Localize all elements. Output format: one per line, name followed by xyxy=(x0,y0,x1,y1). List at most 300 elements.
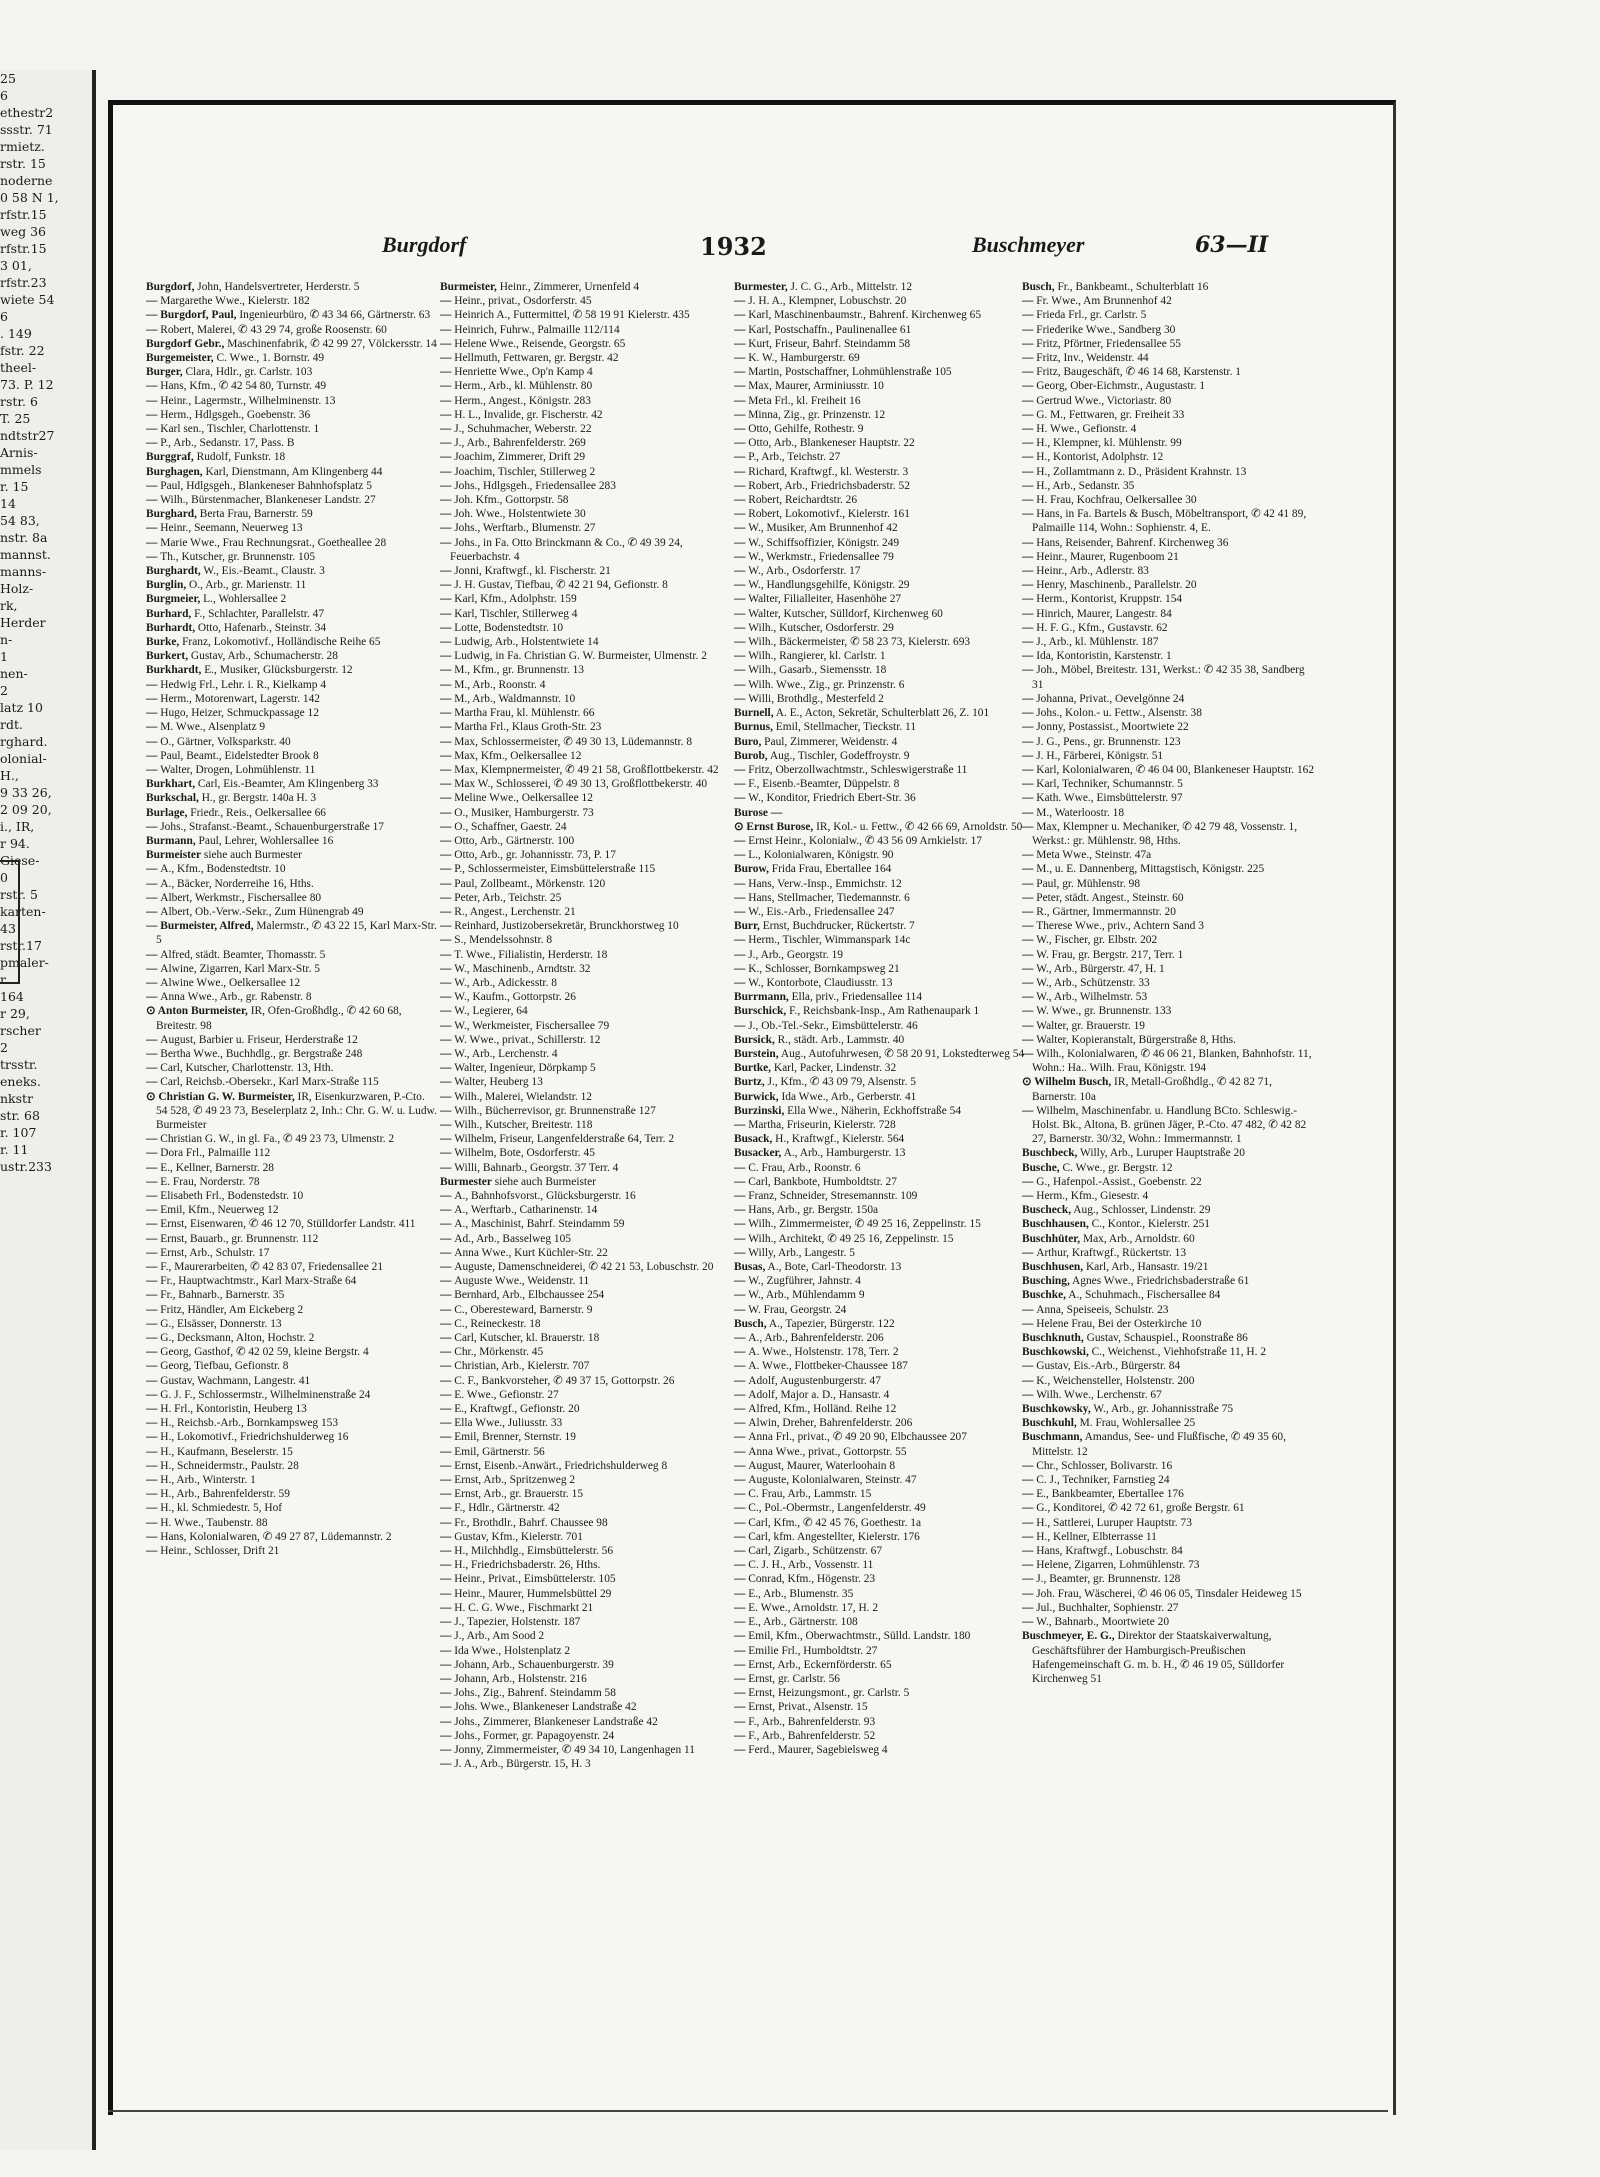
entry-surname: — xyxy=(734,934,749,947)
entry-surname: — xyxy=(146,1417,161,1430)
directory-entry xyxy=(440,1501,732,1515)
entry-details: Auguste Wwe., Weidenstr. 11 xyxy=(454,1275,590,1288)
entry-surname: — xyxy=(146,991,161,1004)
directory-entry xyxy=(734,493,1026,507)
entry-details: W., Kaufm., Gottorpstr. 26 xyxy=(454,991,576,1004)
directory-entry xyxy=(1022,791,1318,805)
directory-entry xyxy=(146,323,438,337)
entry-details: Therese Wwe., priv., Achtern Sand 3 xyxy=(1036,920,1204,933)
directory-entry xyxy=(146,1345,438,1359)
margin-fragment: rstr.17 xyxy=(0,938,42,953)
entry-surname: — xyxy=(734,1545,749,1558)
directory-entry xyxy=(440,692,732,706)
entry-details: Henriette Wwe., Op'n Kamp 4 xyxy=(454,366,593,379)
entry-surname: — xyxy=(146,749,161,762)
entry-surname: — xyxy=(146,437,161,450)
entry-details: Wilhelm, Maschinenfabr. u. Handlung BCto. Schleswig.-Holst. Bk., Altona, B. grünen Jäger, P.-Cto. 47 482, ✆ 42 82 27, Barnerstr. 30/32, Wohn.: Immermannstr. 1 xyxy=(1032,1104,1307,1146)
entry-surname: — xyxy=(734,692,749,705)
directory-entry xyxy=(734,1146,1026,1160)
entry-surname: — xyxy=(734,1246,749,1259)
entry-details: Johs. Wwe., Blankeneser Landstraße 42 xyxy=(454,1701,637,1714)
entry-surname: — xyxy=(734,550,749,563)
entry-surname: Burwick, xyxy=(734,1090,779,1103)
entry-surname: — xyxy=(1022,877,1037,890)
entry-surname: — xyxy=(734,565,749,578)
entry-details: J. G., Pens., gr. Brunnenstr. 123 xyxy=(1036,735,1181,748)
entry-details: Fr., Hauptwachtmstr., Karl Marx-Straße 64 xyxy=(160,1275,357,1288)
entry-details: Hans, in Fa. Bartels & Busch, Möbeltransport, ✆ 42 41 89, Palmaille 114, Wohn.: Sophienstr. 4, E. xyxy=(1032,508,1307,535)
entry-surname: — xyxy=(440,1062,455,1075)
entry-details: Albert, Werkmstr., Fischersallee 80 xyxy=(160,891,322,904)
entry-details: Johs., Strafanst.-Beamt., Schauenburgerstraße 17 xyxy=(160,820,385,833)
entry-surname: — xyxy=(440,536,455,549)
entry-surname: — xyxy=(734,1658,749,1671)
entry-surname: ⊙ Christian G. W. Burmeister, xyxy=(146,1090,295,1103)
directory-entry xyxy=(146,365,438,379)
directory-entry xyxy=(1022,905,1318,919)
directory-entry xyxy=(440,507,732,521)
directory-entry xyxy=(146,1402,438,1416)
entry-surname: — xyxy=(440,1218,455,1231)
directory-entry xyxy=(146,848,438,862)
directory-entry xyxy=(1022,962,1318,976)
entry-details: Ernst, Eisenb.-Anwärt., Friedrichshulderweg 8 xyxy=(454,1459,668,1472)
entry-details: Ad., Arb., Basselweg 105 xyxy=(454,1232,571,1245)
directory-entry xyxy=(734,422,1026,436)
entry-details: H., Arb., Sedanstr. 35 xyxy=(1036,479,1135,492)
entry-details: Ludwig, in Fa. Christian G. W. Burmeister, Ulmenstr. 2 xyxy=(454,650,707,663)
entry-details: Alfred, städt. Beamter, Thomasstr. 5 xyxy=(160,948,326,961)
entry-details: H. Wwe., Taubenstr. 88 xyxy=(160,1516,268,1529)
entry-surname: — xyxy=(146,1360,161,1373)
margin-fragment: 6 xyxy=(0,309,8,324)
entry-surname: Busch, xyxy=(1022,281,1055,293)
entry-surname: — xyxy=(440,1530,455,1543)
entry-surname: — xyxy=(1022,1587,1037,1600)
entry-details: Carl, Zigarb., Schützenstr. 67 xyxy=(748,1545,883,1558)
directory-entry xyxy=(440,1544,732,1558)
page-number: 63—II xyxy=(1195,232,1269,258)
directory-entry xyxy=(1022,1587,1318,1601)
entry-surname: — xyxy=(146,1246,161,1259)
directory-entry xyxy=(440,877,732,891)
entry-surname: — xyxy=(146,1332,161,1345)
margin-fragment: H., xyxy=(0,768,19,783)
entry-surname: — xyxy=(734,1459,749,1472)
entry-details: Wilh. Wwe., Zig., gr. Prinzenstr. 6 xyxy=(748,678,905,691)
entry-details: Otto, Arb., gr. Johannisstr. 73, P. 17 xyxy=(454,849,616,862)
directory-entry xyxy=(734,308,1026,322)
entry-surname: — xyxy=(734,1445,749,1458)
entry-surname: — xyxy=(440,1644,455,1657)
entry-details: Gustav, Wachmann, Langestr. 41 xyxy=(160,1374,311,1387)
entry-details: Alwine, Zigarren, Karl Marx-Str. 5 xyxy=(160,962,320,975)
directory-entry xyxy=(146,578,438,592)
entry-details: Max, Klempnermeister, ✆ 49 21 58, Großflottbekerstr. 42 xyxy=(454,763,719,776)
directory-entry xyxy=(440,1345,732,1359)
directory-entry xyxy=(734,507,1026,521)
entry-details: Max, Klempner u. Mechaniker, ✆ 42 79 48, Vossenstr. 1, Werkst.: gr. Mühlenstr. 98, Hths. xyxy=(1032,820,1298,847)
entry-surname: — xyxy=(734,607,749,620)
entry-details: A., Werftarb., Catharinenstr. 14 xyxy=(454,1204,598,1217)
directory-entry xyxy=(440,408,732,422)
entry-details: W. Frau, gr. Bergstr. 217, Terr. 1 xyxy=(1036,948,1184,961)
entry-surname: — xyxy=(1022,1388,1037,1401)
directory-entry xyxy=(734,592,1026,606)
entry-details: O., Musiker, Hamburgerstr. 73 xyxy=(454,806,594,819)
directory-entry xyxy=(440,1715,732,1729)
entry-surname: — xyxy=(734,891,749,904)
directory-entry xyxy=(734,1203,1026,1217)
entry-surname: — xyxy=(734,792,749,805)
entry-surname: — xyxy=(1022,991,1037,1004)
entry-details: Johs., Former, gr. Papagoyenstr. 24 xyxy=(454,1729,615,1742)
entry-surname: Burstein, xyxy=(734,1047,779,1060)
entry-surname: Buschhusen, xyxy=(1022,1261,1084,1274)
directory-entry xyxy=(146,479,438,493)
entry-surname: — xyxy=(1022,536,1037,549)
margin-fragment: r 94. xyxy=(0,836,30,851)
entry-details: F., Arb., Bahrenfelderstr. 52 xyxy=(748,1729,876,1742)
entry-surname: — xyxy=(734,479,749,492)
entry-details: Albert, Ob.-Verw.-Sekr., Zum Hünengrab 49 xyxy=(160,905,364,918)
entry-details: Wilh., Kutscher, Breitestr. 118 xyxy=(454,1118,593,1131)
directory-entry xyxy=(440,649,732,663)
directory-entry xyxy=(440,749,732,763)
entry-surname: — xyxy=(146,962,161,975)
directory-entry xyxy=(440,1331,732,1345)
entry-details: Herm., Hdlgsgeh., Goebenstr. 36 xyxy=(160,408,311,421)
margin-fragment: eneks. xyxy=(0,1074,41,1089)
entry-details: Chr., Mörkenstr. 45 xyxy=(454,1346,544,1359)
entry-details: Richard, Kraftwgf., kl. Westerstr. 3 xyxy=(748,465,909,478)
entry-surname: — xyxy=(734,1360,749,1373)
entry-details: W., Maschinenb., Arndtstr. 32 xyxy=(454,962,591,975)
entry-details: H., Kraftwgf., Kielerstr. 564 xyxy=(772,1133,905,1146)
margin-fragment: weg 36 xyxy=(0,224,46,239)
entry-details: Ernst, Buchdrucker, Rückertstr. 7 xyxy=(759,920,915,933)
entry-details: Willi, Bahnarb., Georgstr. 37 Terr. 4 xyxy=(454,1161,619,1174)
entry-surname: — xyxy=(146,1275,161,1288)
entry-surname: — xyxy=(734,380,749,393)
directory-entry xyxy=(1022,1345,1318,1359)
entry-surname: Buschke, xyxy=(1022,1289,1066,1302)
directory-entry xyxy=(146,337,438,351)
directory-entry xyxy=(1022,1203,1318,1217)
entry-surname: — xyxy=(734,1190,749,1202)
entry-details: Peter, städt. Angest., Steinstr. 60 xyxy=(1036,891,1184,904)
entry-details: Hans, Verw.-Insp., Emmichstr. 12 xyxy=(748,877,902,890)
entry-details: Ernst, Arb., Spritzenweg 2 xyxy=(454,1474,576,1487)
directory-entry xyxy=(440,1388,732,1402)
entry-surname: — xyxy=(1022,479,1037,492)
entry-surname: — xyxy=(146,948,161,961)
entry-surname: Buschkowski, xyxy=(1022,1346,1089,1359)
entry-surname: — xyxy=(146,1530,161,1543)
entry-details: Peter, Arb., Teichstr. 25 xyxy=(454,891,562,904)
entry-surname: ⊙ Ernst Burose, xyxy=(734,820,814,833)
entry-surname: — xyxy=(734,650,749,663)
entry-surname: — xyxy=(146,1047,161,1060)
entry-details: Gustav, Schauspiel., Roonstraße 86 xyxy=(1083,1332,1248,1345)
entry-details: W., Fischer, gr. Elbstr. 202 xyxy=(1036,934,1158,947)
entry-surname: — xyxy=(734,579,749,592)
margin-fragment: ssstr. 71 xyxy=(0,122,53,137)
directory-entry xyxy=(1022,1104,1318,1147)
directory-entry xyxy=(440,1445,732,1459)
directory-entry xyxy=(1022,607,1318,621)
entry-surname: — xyxy=(1022,749,1037,762)
entry-surname: — xyxy=(1022,934,1037,947)
entry-surname: — xyxy=(1022,1360,1037,1373)
entry-details: Hans, Reisender, Bahrenf. Kirchenweg 36 xyxy=(1036,536,1229,549)
entry-surname: — xyxy=(440,1289,455,1302)
entry-details: Max, Maurer, Arminiusstr. 10 xyxy=(748,380,884,393)
header-year: 1932 xyxy=(700,232,767,261)
directory-entry xyxy=(734,1544,1026,1558)
directory-entry xyxy=(146,493,438,507)
entry-details: Anna Wwe., Arb., gr. Rabenstr. 8 xyxy=(160,991,312,1004)
entry-details: Bertha Wwe., Buchhdlg., gr. Bergstraße 248 xyxy=(160,1047,363,1060)
entry-surname: Burhard, xyxy=(146,607,192,620)
directory-entry xyxy=(1022,1388,1318,1402)
entry-details: Kath. Wwe., Eimsbüttelerstr. 97 xyxy=(1036,792,1183,805)
entry-details: W. Wwe., gr. Brunnenstr. 133 xyxy=(1036,1005,1172,1018)
directory-entry xyxy=(734,1019,1026,1033)
directory-entry xyxy=(440,1644,732,1658)
margin-fragment: trsstr. xyxy=(0,1057,38,1072)
entry-details: Anna Wwe., privat., Gottorpstr. 55 xyxy=(748,1445,907,1458)
directory-entry xyxy=(1022,408,1318,422)
entry-details: R., städt. Arb., Lammstr. 40 xyxy=(774,1033,905,1046)
entry-surname: — xyxy=(1022,437,1037,450)
entry-surname: — xyxy=(146,323,161,336)
entry-surname: — xyxy=(146,976,161,989)
directory-entry xyxy=(1022,919,1318,933)
entry-surname: Buschhausen, xyxy=(1022,1218,1089,1231)
directory-entry xyxy=(146,607,438,621)
entry-details: J. H. Gustav, Tiefbau, ✆ 42 21 94, Gefionstr. 8 xyxy=(454,579,668,592)
entry-surname: — xyxy=(440,465,455,478)
directory-entry xyxy=(440,607,732,621)
entry-details: H., Kellner, Elbterrasse 11 xyxy=(1036,1530,1157,1543)
entry-surname: — xyxy=(146,707,161,720)
entry-surname: — xyxy=(734,352,749,365)
margin-fragment: i., IR, xyxy=(0,819,35,834)
margin-fragment: r 29, xyxy=(0,1006,30,1021)
directory-entry xyxy=(440,394,732,408)
entry-surname: Burnell, xyxy=(734,707,774,720)
directory-entry xyxy=(734,1260,1026,1274)
entry-surname: — xyxy=(440,1204,455,1217)
directory-entry xyxy=(734,834,1026,848)
entry-details: Max W., Schlosserei, ✆ 49 30 13, Großflottbekerstr. 40 xyxy=(454,778,708,791)
entry-surname: — xyxy=(440,735,455,748)
entry-surname: — xyxy=(1022,1502,1037,1515)
entry-surname: Buschmann, xyxy=(1022,1431,1083,1444)
directory-entry xyxy=(440,1232,732,1246)
entry-details: Max, Kfm., Oelkersallee 12 xyxy=(454,749,582,762)
directory-entry xyxy=(734,1572,1026,1586)
entry-surname: — xyxy=(734,1275,749,1288)
entry-surname: — xyxy=(440,1658,455,1671)
entry-surname: — xyxy=(440,1545,455,1558)
directory-entry xyxy=(440,450,732,464)
entry-details: Fritz, Baugeschäft, ✆ 46 14 68, Karstenstr. 1 xyxy=(1036,366,1241,379)
directory-entry xyxy=(146,422,438,436)
entry-details: Fr., Bankbeamt., Schulterblatt 16 xyxy=(1054,281,1209,293)
entry-surname: — xyxy=(440,849,455,862)
entry-details: K. W., Hamburgerstr. 69 xyxy=(748,352,860,365)
directory-entry xyxy=(440,564,732,578)
entry-details: Paul, Zollbeamt., Mörkenstr. 120 xyxy=(454,877,606,890)
directory-entry xyxy=(1022,1331,1318,1345)
entry-surname: — xyxy=(1022,1488,1037,1501)
directory-entry xyxy=(440,323,732,337)
entry-details: A. Wwe., Holstenstr. 178, Terr. 2 xyxy=(748,1346,899,1359)
directory-entry xyxy=(440,820,732,834)
entry-details: F., Eisenb.-Beamter, Düppelstr. 8 xyxy=(748,778,900,791)
entry-surname: — xyxy=(440,1232,455,1245)
margin-fragment: r. 11 xyxy=(0,1142,29,1157)
directory-entry xyxy=(734,1061,1026,1075)
entry-surname: Burmeister, xyxy=(440,281,497,293)
entry-surname: — xyxy=(146,1474,161,1487)
directory-entry xyxy=(1022,763,1318,777)
entry-surname: — xyxy=(146,1516,161,1529)
entry-surname: — xyxy=(146,891,161,904)
directory-entry xyxy=(440,1217,732,1231)
entry-details: IR, Kol.- u. Fettw., ✆ 42 66 69, Arnoldstr. 50 xyxy=(813,820,1023,833)
entry-surname: — xyxy=(734,1630,749,1643)
entry-details: W., Schiffsoffizier, Königstr. 249 xyxy=(748,536,900,549)
directory-entry xyxy=(440,663,732,677)
directory-entry xyxy=(1022,948,1318,962)
directory-entry xyxy=(734,1232,1026,1246)
entry-surname: — xyxy=(1022,593,1037,606)
entry-surname: — xyxy=(440,1445,455,1458)
entry-surname: — xyxy=(146,1204,161,1217)
entry-details: C. Frau, Arb., Roonstr. 6 xyxy=(748,1161,861,1174)
entry-surname: — xyxy=(146,1218,161,1231)
entry-surname: — xyxy=(440,1502,455,1515)
entry-surname: — xyxy=(1022,849,1037,862)
directory-entry xyxy=(1022,1274,1318,1288)
directory-entry xyxy=(440,536,732,564)
entry-surname: — xyxy=(1022,394,1037,407)
directory-entry xyxy=(440,294,732,308)
directory-entry xyxy=(146,749,438,763)
directory-entry xyxy=(734,635,1026,649)
entry-details: Christian G. W., in gl. Fa., ✆ 49 23 73, Ulmenstr. 2 xyxy=(160,1133,395,1146)
entry-details: Herm., Kfm., Giesestr. 4 xyxy=(1036,1190,1149,1202)
directory-entry xyxy=(734,692,1026,706)
entry-surname: — xyxy=(146,479,161,492)
entry-details: J., Arb., kl. Mühlenstr. 187 xyxy=(1036,636,1159,649)
entry-details: Gustav, Eis.-Arb., Bürgerstr. 84 xyxy=(1036,1360,1181,1373)
directory-entry xyxy=(146,1459,438,1473)
entry-details: Johanna, Privat., Oevelgönne 24 xyxy=(1036,692,1185,705)
margin-fragment: rdt. xyxy=(0,717,23,732)
entry-details: Meta Frl., kl. Freiheit 16 xyxy=(748,394,861,407)
directory-entry xyxy=(734,394,1026,408)
directory-entry xyxy=(440,678,732,692)
directory-entry xyxy=(734,1402,1026,1416)
entry-surname: — xyxy=(146,394,161,407)
entry-surname: Burhardt, xyxy=(146,621,196,634)
entry-details: Robert, Malerei, ✆ 43 29 74, große Roosenstr. 60 xyxy=(160,323,387,336)
entry-details: Hinrich, Maurer, Langestr. 84 xyxy=(1036,607,1172,620)
entry-details: A., Bäcker, Norderreihe 16, Hths. xyxy=(160,877,314,890)
directory-entry xyxy=(1022,820,1318,848)
directory-entry xyxy=(440,1757,732,1771)
directory-entry xyxy=(440,379,732,393)
entry-surname: — xyxy=(146,735,161,748)
entry-details: Joh., Möbel, Breitestr. 131, Werkst.: ✆ 42 35 38, Sandberg 31 xyxy=(1032,664,1305,691)
entry-details: W., Arb., Mühlendamm 9 xyxy=(748,1289,865,1302)
entry-surname: — xyxy=(146,1502,161,1515)
entry-details: Johs., Werftarb., Blumenstr. 27 xyxy=(454,522,596,535)
entry-details: Carl, Bankbote, Humboldtstr. 27 xyxy=(748,1175,897,1188)
margin-fragment: 43 xyxy=(0,921,16,936)
entry-details: Wilh., Bäckermeister, ✆ 58 23 73, Kielerstr. 693 xyxy=(748,636,971,649)
directory-entry xyxy=(734,351,1026,365)
directory-entry xyxy=(734,1601,1026,1615)
directory-entry xyxy=(1022,1246,1318,1260)
entry-details: H. C. G. Wwe., Fischmarkt 21 xyxy=(454,1601,594,1614)
entry-details: Gustav, Kfm., Kielerstr. 701 xyxy=(454,1530,583,1543)
entry-surname: — xyxy=(1022,408,1037,421)
entry-surname: — xyxy=(146,692,161,705)
entry-details: Karl, Maschinenbaumstr., Bahrenf. Kirchenweg 65 xyxy=(748,309,982,322)
directory-entry xyxy=(1022,379,1318,393)
directory-entry xyxy=(440,1146,732,1160)
entry-surname: — xyxy=(734,1431,749,1444)
entry-surname: — xyxy=(146,1346,161,1359)
entry-details: Georg, Tiefbau, Gefionstr. 8 xyxy=(160,1360,289,1373)
entry-details: Wilh., Gasarb., Siemensstr. 18 xyxy=(748,664,887,677)
entry-surname: — xyxy=(146,550,161,563)
directory-entry xyxy=(146,820,438,834)
margin-fragment: Herder xyxy=(0,615,46,630)
entry-details: Otto, Hafenarb., Steinstr. 34 xyxy=(195,621,327,634)
entry-details: Robert, Reichardtstr. 26 xyxy=(748,494,858,507)
entry-details: H., Kaufmann, Beselerstr. 15 xyxy=(160,1445,293,1458)
entry-surname: — xyxy=(146,1388,161,1401)
entry-surname: — xyxy=(440,1019,455,1032)
entry-surname: — xyxy=(440,721,455,734)
entry-surname: Burghard, xyxy=(146,508,197,521)
entry-surname: Burkhart, xyxy=(146,778,196,791)
entry-details: C. Frau, Arb., Lammstr. 15 xyxy=(748,1488,872,1501)
directory-entry xyxy=(1022,450,1318,464)
directory-entry xyxy=(440,493,732,507)
entry-details: A. Wwe., Flottbeker-Chaussee 187 xyxy=(748,1360,908,1373)
directory-entry xyxy=(146,1445,438,1459)
directory-entry xyxy=(1022,1161,1318,1175)
entry-surname: — xyxy=(440,607,455,620)
directory-entry xyxy=(734,1359,1026,1373)
margin-fragment: fstr. 22 xyxy=(0,343,45,358)
entry-surname: — xyxy=(146,1431,161,1444)
entry-details: C. Wwe., gr. Bergstr. 12 xyxy=(1059,1161,1173,1174)
directory-column-4 xyxy=(1022,280,1318,2000)
directory-entry xyxy=(1022,1217,1318,1231)
directory-entry xyxy=(440,635,732,649)
directory-entry xyxy=(440,976,732,990)
directory-entry xyxy=(146,1501,438,1515)
entry-surname: — xyxy=(440,1332,455,1345)
